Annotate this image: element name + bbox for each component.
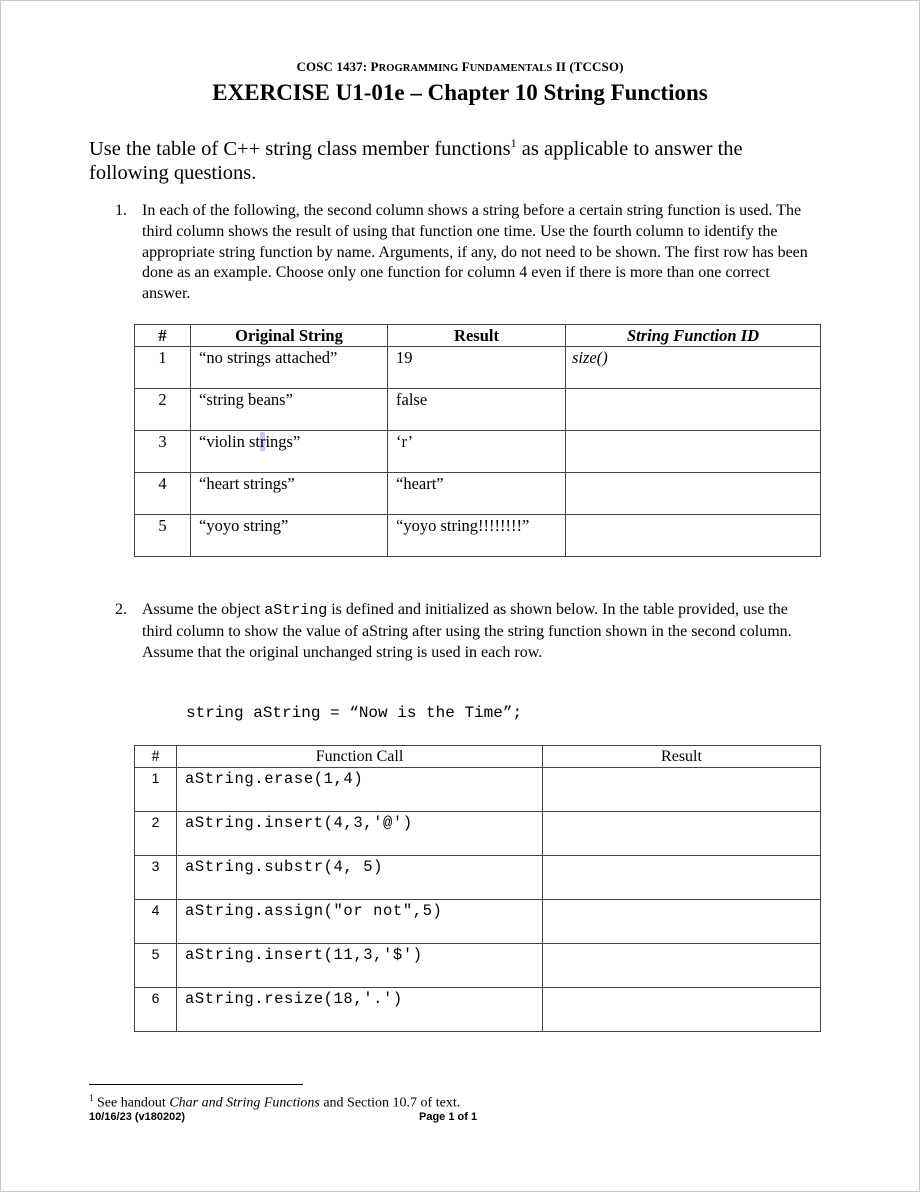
row-number: 3 xyxy=(135,856,177,900)
footnote-reference: 1 xyxy=(510,136,517,150)
text-cursor-highlight: r xyxy=(259,432,266,451)
footnote: $^1$ See handout Char and String Functions and Section 10.7 of text. xyxy=(89,1093,461,1111)
intro-paragraph: Use the table of C++ string class member functions$^1$ as applicable to answer the following questions. xyxy=(89,136,743,184)
table-row xyxy=(135,389,821,431)
function-call-cell: aString.insert(11,3,'$') xyxy=(177,944,543,988)
column-header: # xyxy=(135,746,177,768)
row-number: 4 xyxy=(135,900,177,944)
row-number: 6 xyxy=(135,988,177,1032)
footnote-separator xyxy=(89,1084,303,1085)
result-cell[interactable] xyxy=(543,944,821,988)
original-string-cell: “no strings attached” xyxy=(191,347,388,389)
function-id-cell[interactable] xyxy=(566,515,821,557)
string-declaration: string aString = “Now is the Time”; xyxy=(186,704,523,722)
footer-page-number: Page 1 of 1 xyxy=(419,1111,478,1123)
column-header: # xyxy=(135,325,191,347)
row-number: 4 xyxy=(135,473,191,515)
result-cell[interactable] xyxy=(543,900,821,944)
table-row xyxy=(135,347,821,389)
original-string-cell: “violin strings” xyxy=(191,431,388,473)
function-call-cell: aString.insert(4,3,'@') xyxy=(177,812,543,856)
question-text: In each of the following, the second column shows a string before a certain string function is used. The third column shows the result of using that function one time. Use the fourth column to identify the appropriate string function by name. Arguments, if any, do not need to be shown. The first row has been done as an example. Choose only one function for column 4 even if there is more than one correct answer. xyxy=(142,202,808,303)
column-header: Result xyxy=(388,325,566,347)
function-call-table xyxy=(134,745,821,1032)
table-row xyxy=(135,431,821,473)
result-cell[interactable] xyxy=(543,856,821,900)
table-row xyxy=(135,473,821,515)
function-id-cell[interactable] xyxy=(566,389,821,431)
function-call-cell: aString.erase(1,4) xyxy=(177,768,543,812)
table-row xyxy=(135,988,821,1032)
function-call-cell: aString.assign("or not",5) xyxy=(177,900,543,944)
result-cell: ‘r’ xyxy=(388,431,566,473)
function-id-cell[interactable]: size() xyxy=(566,347,821,389)
result-cell: false xyxy=(388,389,566,431)
table-row xyxy=(135,900,821,944)
row-number: 5 xyxy=(135,515,191,557)
row-number: 5 xyxy=(135,944,177,988)
result-cell: “heart” xyxy=(388,473,566,515)
result-cell: 19 xyxy=(388,347,566,389)
row-number: 2 xyxy=(135,812,177,856)
question-number: 1. xyxy=(115,202,127,219)
column-header: Original String xyxy=(191,325,388,347)
question-2: 2. Assume the object aString is defined and initialized as shown below. In the table provided, use the third column to show the value of aString after using the string function shown in the second column. Assume that the original unchanged string is used in each row. xyxy=(115,601,792,661)
row-number: 1 xyxy=(135,347,191,389)
string-function-id-table xyxy=(134,324,821,557)
original-string-cell: “heart strings” xyxy=(191,473,388,515)
row-number: 1 xyxy=(135,768,177,812)
row-number: 2 xyxy=(135,389,191,431)
result-cell[interactable] xyxy=(543,988,821,1032)
footer-date-version: 10/16/23 (v180202) xyxy=(89,1111,186,1123)
result-cell[interactable] xyxy=(543,812,821,856)
table-header-row xyxy=(135,746,821,768)
function-call-cell: aString.resize(18,'.') xyxy=(177,988,543,1032)
question-number: 2. xyxy=(115,601,127,618)
page-title: EXERCISE U1-01e – Chapter 10 String Functions xyxy=(212,80,708,105)
function-id-cell[interactable] xyxy=(566,473,821,515)
column-header: Function Call xyxy=(177,746,543,768)
object-name: aString xyxy=(264,602,328,619)
course-header: COSC 1437: PROGRAMMING FUNDAMENTALS II (TCCSO) xyxy=(296,59,624,74)
table-header-row xyxy=(135,325,821,347)
original-string-cell: “string beans” xyxy=(191,389,388,431)
result-cell: “yoyo string!!!!!!!!” xyxy=(388,515,566,557)
question-1 xyxy=(115,201,817,305)
function-call-cell: aString.substr(4, 5) xyxy=(177,856,543,900)
original-string-cell: “yoyo string” xyxy=(191,515,388,557)
result-cell[interactable] xyxy=(543,768,821,812)
column-header: Result xyxy=(543,746,821,768)
table-row xyxy=(135,856,821,900)
row-number: 3 xyxy=(135,431,191,473)
column-header: String Function ID xyxy=(566,325,821,347)
table-row xyxy=(135,768,821,812)
table-row xyxy=(135,812,821,856)
function-id-cell[interactable] xyxy=(566,431,821,473)
table-row xyxy=(135,515,821,557)
table-row xyxy=(135,944,821,988)
